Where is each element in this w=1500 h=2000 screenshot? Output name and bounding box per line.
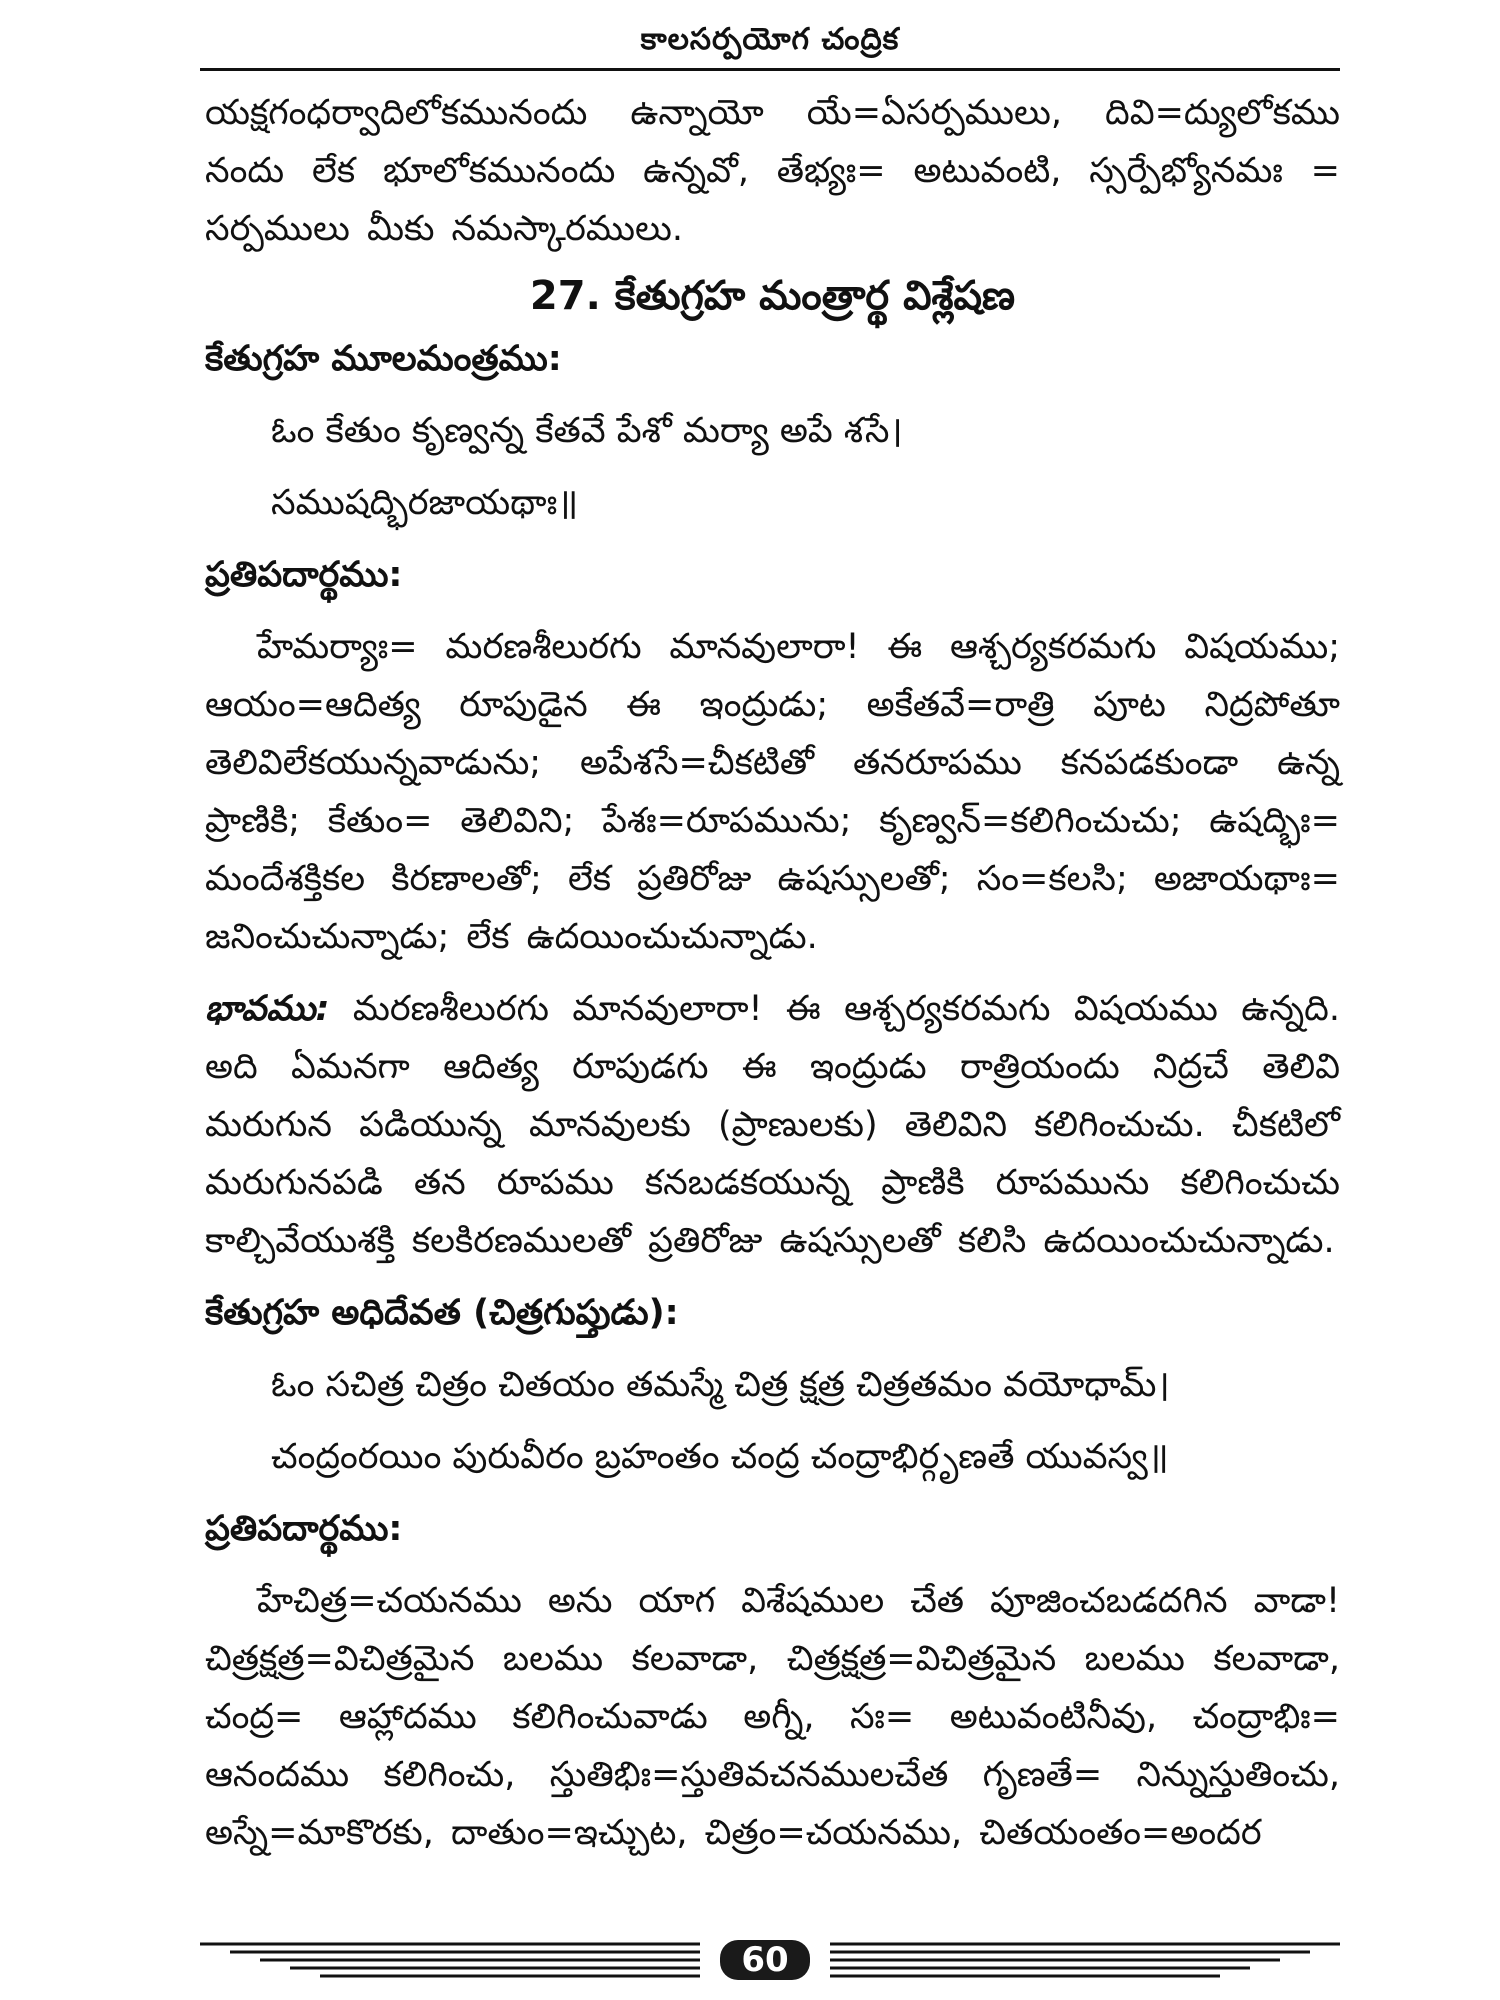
pratipadartham-heading-1: ప్రతిపదార్థము:	[205, 555, 403, 595]
page-number: 60	[720, 1940, 810, 1980]
moola-mantra-heading: కేతుగ్రహ మూలమంత్రము:	[205, 339, 562, 379]
bhavamu-label: భావము:	[205, 989, 330, 1029]
pratipadartham-paragraph-1: హేమర్యాః= మరణశీలురగు మానవులారా! ఈ ఆశ్చర్యకరమగు విషయము; ఆయం=ఆదిత్య రూపుడైన ఈ ఇంద్రుడు; అకేతవే=రాత్రి పూట నిద్రపోతూ తెలివిలేకయున్నవాడును; అపేశసే=చీకటితో తనరూపము కనపడకుండా ఉన్న ప్రాణికి; కేతుం= తెలివిని; పేశః=రూపమును; కృణ్వన్=కలిగించుచు; ఉషద్భిః= మందేశక్తికల కిరణాలతో; లేక ప్రతిరోజు ఉషస్సులతో; సం=కలసి; అజాయథాః= జనించుచున్నాడు; లేక ఉదయించుచున్నాడు.	[205, 627, 1340, 957]
moola-mantra-line-1: ఓం కేతుం కృణ్వన్న కేతవే పేశో మర్యా అపే శసే।	[271, 411, 903, 451]
pratipadartham-paragraph-2: హేచిత్ర=చయనము అను యాగ విశేషముల చేత పూజించబడదగిన వాడా! చిత్రక్షత్ర=విచిత్రమైన బలము కలవాడా, చిత్రక్షత్ర=విచిత్రమైన బలము కలవాడా, చంద్ర= ఆహ్లాదము కలిగించువాడు అగ్నీ, సః= అటువంటినీవు, చంద్రాభిః= ఆనందము కలిగించు, స్తుతిభిః=స్తుతివచనములచేత గృణతే= నిన్నుస్తుతించు, అస్నే=మాకొరకు, దాతుం=ఇచ్చుట, చిత్రం=చయనము, చితయంతం=అందర	[205, 1581, 1340, 1853]
pratipadartham-heading-2: ప్రతిపదార్థము:	[205, 1509, 403, 1549]
intro-paragraph: యక్షగంధర్వాదిలోకమునందు ఉన్నాయో యే=ఏసర్పములు, దివి=ద్యులోకము నందు లేక భూలోకమునందు ఉన్నవో, తేభ్యః= అటువంటి, స్సర్పేభ్యోనమః = సర్పములు మీకు నమస్కారములు.	[205, 93, 1340, 249]
moola-mantra-line-2: సముషద్భిరజాయథాః॥	[271, 483, 579, 523]
adhidevata-heading: కేతుగ్రహ అధిదేవత (చిత్రగుప్తుడు):	[205, 1293, 679, 1333]
bhavamu-text: మరణశీలురగు మానవులారా! ఈ ఆశ్చర్యకరమగు విషయము ఉన్నది. అది ఏమనగా ఆదిత్య రూపుడగు ఈ ఇంద్రుడు రాత్రియందు నిద్రచే తెలివి మరుగున పడియున్న మానవులకు (ప్రాణులకు) తెలివిని కలిగించుచు. చీకటిలో మరుగునపడి తన రూపము కనబడకయున్న ప్రాణికి రూపమును కలిగించుచు కాల్చివేయుశక్తి కలకిరణములతో ప్రతిరోజు ఉషస్సులతో కలిసి ఉదయించుచున్నాడు.	[205, 989, 1340, 1261]
page-body	[205, 84, 1340, 1862]
bhavamu-paragraph	[205, 980, 1340, 1270]
running-head: కాలసర్పయోగ చంద్రిక	[640, 22, 900, 57]
adhidevata-mantra-line-1: ఓం సచిత్ర చిత్రం చితయం తమస్మే చిత్ర క్షత్ర చిత్రతమం వయోధామ్।	[271, 1365, 1170, 1405]
page-footer	[200, 1938, 1340, 1986]
adhidevata-mantra-line-2: చంద్రంరయిం పురువీరం బ్రహంతం చంద్ర చంద్రాభిర్గృణతే యువస్వ॥	[271, 1437, 1169, 1477]
header-rule	[200, 68, 1340, 71]
section-title: 27. కేతుగ్రహ మంత్రార్థ విశ్లేషణ	[529, 273, 1016, 319]
